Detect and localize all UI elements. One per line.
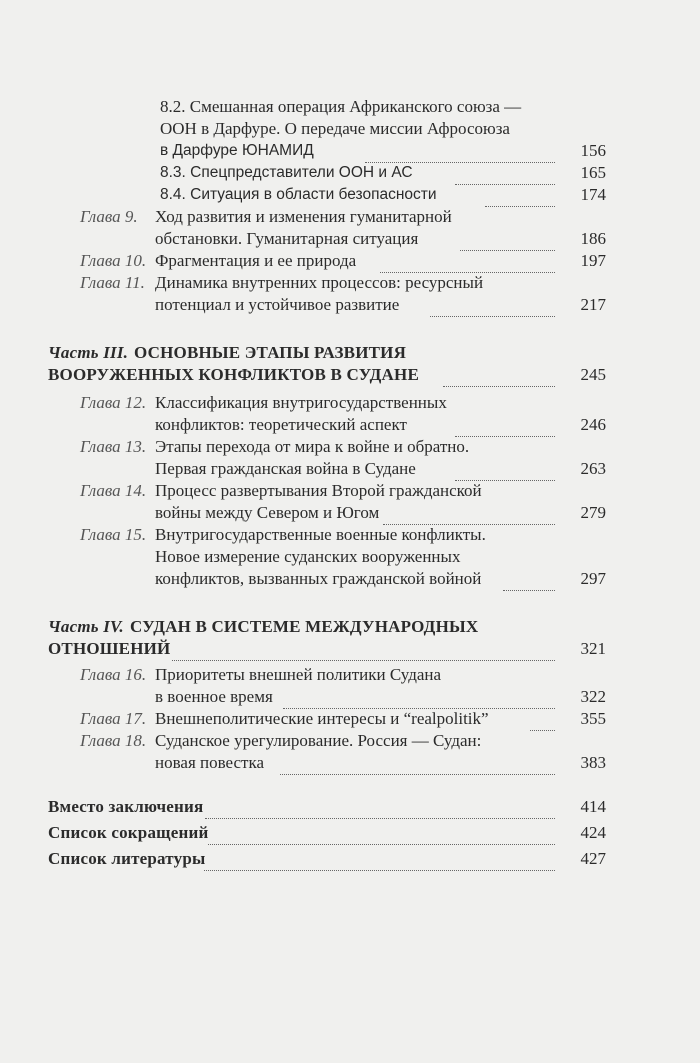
toc-line: Ход развития и изменения гуманитарной: [155, 207, 452, 226]
chapter-label: Глава 14.: [80, 481, 147, 500]
chapter-label: Глава 15.: [80, 525, 147, 544]
leader-dots: [383, 502, 555, 525]
toc-line: Внутригосударственные военные конфликты.: [155, 525, 486, 544]
page-number: 156: [580, 141, 606, 160]
chapter-label: Глава 16.: [80, 665, 147, 684]
toc-line: обстановки. Гуманитарная ситуация: [155, 229, 419, 248]
leader-dots: [443, 364, 555, 387]
leader-dots: [283, 686, 555, 709]
chapter-label: Глава 10.: [80, 251, 147, 270]
toc-line: Новое измерение суданских вооруженных: [155, 547, 461, 566]
leader-dots: [208, 822, 555, 845]
part-title-line: ВООРУЖЕННЫХ КОНФЛИКТОВ В СУДАНЕ: [48, 365, 419, 384]
chapter-label: Глава 12.: [80, 393, 147, 412]
toc-line: в военное время: [155, 687, 273, 706]
toc-line: в Дарфуре ЮНАМИД: [160, 142, 314, 159]
chapter-label: Глава 13.: [80, 437, 147, 456]
page-number: 217: [580, 295, 606, 314]
page-number: 165: [580, 163, 606, 182]
page-number: 245: [580, 365, 606, 384]
toc-line: потенциал и устойчивое развитие: [155, 295, 400, 314]
leader-dots: [205, 796, 555, 819]
toc-line: конфликтов, вызванных гражданской войной: [155, 569, 482, 588]
leader-dots: [485, 184, 555, 207]
toc-line: Первая гражданская война в Судане: [155, 459, 416, 478]
toc-line: Внешнеполитические интересы и “realpolitik”: [155, 709, 489, 728]
page-number: 414: [580, 797, 606, 816]
toc-line: Фрагментация и ее природа: [155, 251, 357, 270]
backmatter-title: Вместо заключения: [48, 797, 204, 816]
chapter-label: Глава 18.: [80, 731, 147, 750]
toc-line: Этапы перехода от мира к войне и обратно.: [155, 437, 470, 456]
leader-dots: [280, 752, 555, 775]
backmatter-title: Список литературы: [48, 849, 206, 868]
leader-dots: [455, 414, 555, 437]
toc-line: ООН в Дарфуре. О передаче миссии Афросоюза: [160, 119, 510, 138]
chapter-label: Глава 11.: [80, 273, 145, 292]
leader-dots: [430, 294, 555, 317]
part-title-line: ОСНОВНЫЕ ЭТАПЫ РАЗВИТИЯ: [134, 343, 407, 362]
leader-dots: [460, 228, 555, 251]
leader-dots: [455, 458, 555, 481]
backmatter-title: Список сокращений: [48, 823, 209, 842]
page-number: 321: [580, 639, 606, 658]
page-number: 427: [580, 849, 606, 868]
chapter-label: Глава 9.: [80, 207, 138, 226]
toc-line: Классификация внутригосударственных: [155, 393, 447, 412]
part-label: Часть IV.: [48, 617, 124, 636]
part-title-line: СУДАН В СИСТЕМЕ МЕЖДУНАРОДНЫХ: [130, 617, 479, 636]
page-number: 297: [580, 569, 606, 588]
toc-line: 8.2. Смешанная операция Африканского союза —: [160, 97, 522, 116]
page-number: 279: [580, 503, 606, 522]
page-number: 186: [580, 229, 606, 248]
toc-line: Процесс развертывания Второй гражданской: [155, 481, 482, 500]
page-number: 263: [580, 459, 606, 478]
leader-dots: [503, 568, 555, 591]
toc-line: войны между Севером и Югом: [155, 503, 380, 522]
part-title-line: ОТНОШЕНИЙ: [48, 639, 171, 658]
toc-line: 8.3. Спецпредставители ООН и АС: [160, 164, 413, 181]
toc-line: новая повестка: [155, 753, 265, 772]
leader-dots: [204, 848, 555, 871]
page-number: 322: [580, 687, 606, 706]
page-number: 174: [580, 185, 606, 204]
part-label: Часть III.: [48, 343, 129, 362]
page-number: 246: [580, 415, 606, 434]
toc-line: Динамика внутренних процессов: ресурсный: [155, 273, 484, 292]
leader-dots: [380, 250, 555, 273]
toc-line: Приоритеты внешней политики Судана: [155, 665, 442, 684]
toc-line: Суданское урегулирование. Россия — Судан:: [155, 731, 482, 750]
toc-line: конфликтов: теоретический аспект: [155, 415, 407, 434]
leader-dots: [172, 638, 555, 661]
toc-line: 8.4. Ситуация в области безопасности: [160, 186, 437, 203]
chapter-label: Глава 17.: [80, 709, 147, 728]
page-number: 383: [580, 753, 606, 772]
leader-dots: [455, 162, 555, 185]
leader-dots: [530, 708, 555, 731]
page-number: 424: [580, 823, 606, 842]
leader-dots: [365, 140, 555, 163]
page-number: 355: [580, 709, 606, 728]
page-number: 197: [580, 251, 606, 270]
